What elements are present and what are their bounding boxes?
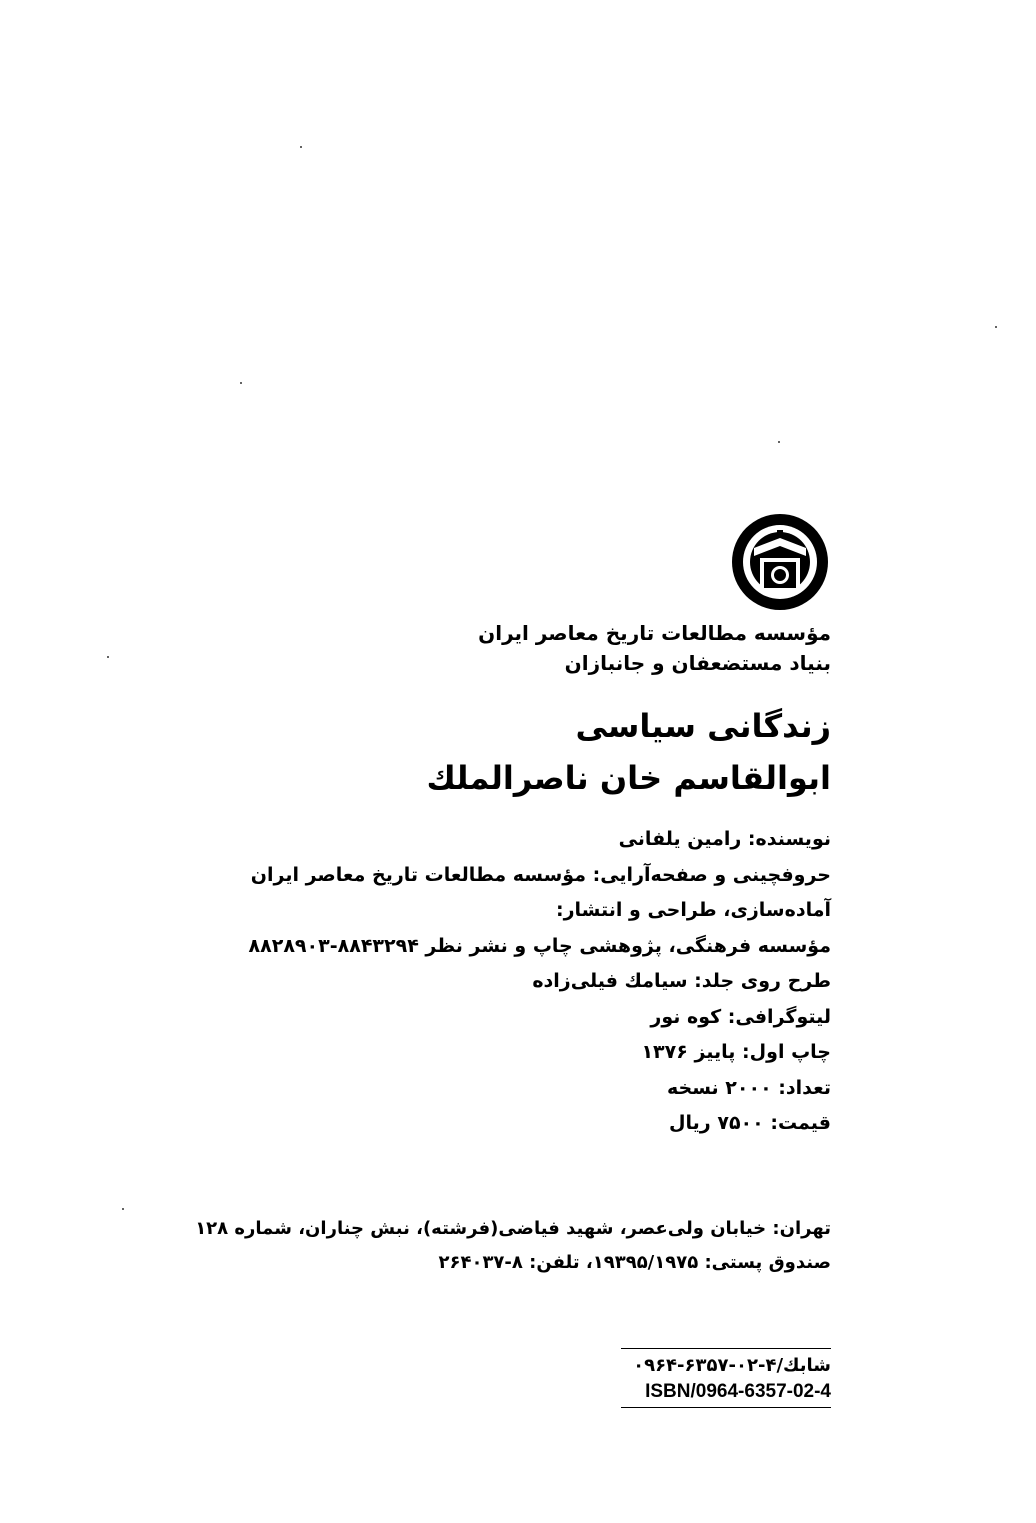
isbn-persian: شابك/۴-۰۲-۶۳۵۷-۰۹۶۴ (621, 1348, 831, 1379)
publisher-institute: مؤسسه مطالعات تاریخ معاصر ایران (478, 621, 831, 645)
book-title-line1: زندگانی سیاسی (575, 707, 831, 745)
credits-list (231, 822, 831, 1142)
credit-price: قیمت: ۷۵۰۰ ریال (669, 1112, 831, 1134)
credit-typesetting: حروفچینی و صفحه‌آرایی: مؤسسه مطالعات تاریخ معاصر ایران (250, 863, 831, 886)
credit-print-run: تعداد: ۲۰۰۰ نسخه (666, 1076, 831, 1099)
scan-speck (300, 146, 302, 148)
address-block (195, 1212, 831, 1280)
scan-speck (995, 326, 997, 328)
institute-emblem-icon (730, 512, 830, 612)
book-title-block (231, 702, 831, 802)
credit-publisher: مؤسسه فرهنگی، پژوهشی چاپ و نشر نظر ۸۸۴۳۲۹۴-۸۸۲۸۹۰۳ (248, 934, 831, 957)
scan-speck (778, 441, 780, 443)
credit-lithography: لیتوگرافی: کوه نور (650, 1005, 831, 1028)
credit-author: نویسنده: رامین یلفانی (618, 828, 831, 850)
scan-speck (240, 382, 242, 384)
book-title-line2: ابوالقاسم خان ناصرالملك (426, 759, 831, 797)
credit-preparation: آماده‌سازی، طراحی و انتشار: (556, 899, 831, 921)
publisher-foundation: بنیاد مستضعفان و جانبازان (564, 651, 831, 675)
address-postbox-phone: صندوق پستی: ۱۹۳۹۵/۱۹۷۵، تلفن: ۸-۲۶۴۰۳۷ (438, 1252, 831, 1273)
address-street: تهران: خیابان ولی‌عصر، شهید فیاضی(فرشته)، نبش چناران، شماره ۱۲۸ (195, 1218, 831, 1239)
scan-speck (122, 1208, 124, 1210)
isbn-block (621, 1348, 831, 1408)
scan-speck (107, 656, 109, 658)
publisher-block (231, 618, 831, 678)
credit-cover-design: طرح روی جلد: سیامك فیلی‌زاده (532, 970, 831, 992)
credit-edition: چاپ اول: پاییز ۱۳۷۶ (641, 1041, 831, 1063)
isbn-latin: ISBN/0964-6357-02-4 (621, 1379, 831, 1408)
